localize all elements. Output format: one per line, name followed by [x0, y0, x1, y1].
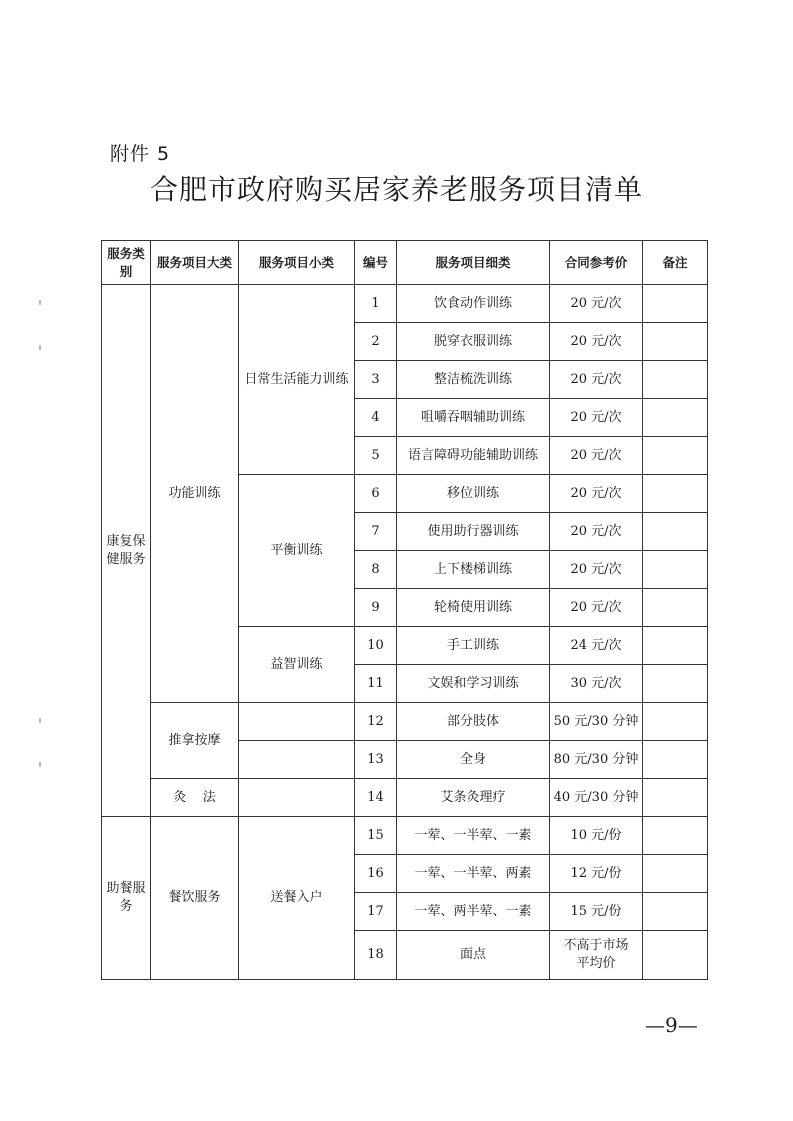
minor-cell-delivery: 送餐入户 — [239, 817, 355, 980]
price-cell: 20 元/次 — [550, 361, 643, 399]
number-cell: 10 — [355, 627, 397, 665]
category-cell-meal: 助餐服务 — [102, 817, 151, 980]
table-row — [102, 779, 708, 817]
price-cell: 20 元/次 — [550, 437, 643, 475]
price-cell: 40 元/30 分钟 — [550, 779, 643, 817]
number-cell: 17 — [355, 893, 397, 931]
minor-cell-balance: 平衡训练 — [239, 475, 355, 627]
detail-cell: 移位训练 — [397, 475, 550, 513]
header-major: 服务项目大类 — [151, 241, 239, 285]
price-cell: 15 元/份 — [550, 893, 643, 931]
document-title: 合肥市政府购买居家养老服务项目清单 — [149, 173, 643, 206]
number-cell: 5 — [355, 437, 397, 475]
number-cell: 16 — [355, 855, 397, 893]
detail-cell: 咀嚼吞咽辅助训练 — [397, 399, 550, 437]
remark-cell — [643, 817, 708, 855]
minor-cell-empty — [239, 703, 355, 741]
remark-cell — [643, 513, 708, 551]
price-cell: 20 元/次 — [550, 589, 643, 627]
header-number: 编号 — [355, 241, 397, 285]
detail-cell: 面点 — [397, 931, 550, 980]
detail-cell: 饮食动作训练 — [397, 285, 550, 323]
major-cell-function-training: 功能训练 — [151, 285, 239, 703]
detail-cell: 一荤、一半荤、两素 — [397, 855, 550, 893]
remark-cell — [643, 437, 708, 475]
table-row — [102, 817, 708, 855]
price-cell: 10 元/份 — [550, 817, 643, 855]
price-cell: 20 元/次 — [550, 285, 643, 323]
minor-cell-daily-living: 日常生活能力训练 — [239, 285, 355, 475]
major-cell-catering: 餐饮服务 — [151, 817, 239, 980]
remark-cell — [643, 627, 708, 665]
remark-cell — [643, 741, 708, 779]
number-cell: 8 — [355, 551, 397, 589]
header-remark: 备注 — [643, 241, 708, 285]
minor-cell-empty — [239, 779, 355, 817]
detail-cell: 艾条灸理疗 — [397, 779, 550, 817]
service-items-table — [101, 240, 708, 980]
number-cell: 9 — [355, 589, 397, 627]
header-minor: 服务项目小类 — [239, 241, 355, 285]
detail-cell: 脱穿衣服训练 — [397, 323, 550, 361]
detail-cell: 使用助行器训练 — [397, 513, 550, 551]
remark-cell — [643, 855, 708, 893]
number-cell: 15 — [355, 817, 397, 855]
remark-cell — [643, 323, 708, 361]
table-row — [102, 285, 708, 323]
number-cell: 1 — [355, 285, 397, 323]
detail-cell: 手工训练 — [397, 627, 550, 665]
price-cell: 12 元/份 — [550, 855, 643, 893]
remark-cell — [643, 361, 708, 399]
minor-cell-intellect: 益智训练 — [239, 627, 355, 703]
header-price: 合同参考价 — [550, 241, 643, 285]
number-cell: 3 — [355, 361, 397, 399]
scan-mark — [39, 300, 41, 305]
remark-cell — [643, 399, 708, 437]
number-cell: 18 — [355, 931, 397, 980]
header-category: 服务类别 — [102, 241, 151, 285]
table-row — [102, 703, 708, 741]
remark-cell — [643, 703, 708, 741]
remark-cell — [643, 551, 708, 589]
price-cell: 20 元/次 — [550, 323, 643, 361]
price-cell: 20 元/次 — [550, 551, 643, 589]
scan-mark — [39, 345, 41, 350]
price-cell: 不高于市场平均价 — [550, 931, 643, 980]
header-detail: 服务项目细类 — [397, 241, 550, 285]
remark-cell — [643, 285, 708, 323]
number-cell: 13 — [355, 741, 397, 779]
price-cell: 30 元/次 — [550, 665, 643, 703]
detail-cell: 一荤、两半荤、一素 — [397, 893, 550, 931]
number-cell: 14 — [355, 779, 397, 817]
number-cell: 12 — [355, 703, 397, 741]
number-cell: 6 — [355, 475, 397, 513]
detail-cell: 语言障碍功能辅助训练 — [397, 437, 550, 475]
remark-cell — [643, 665, 708, 703]
remark-cell — [643, 475, 708, 513]
major-cell-moxibustion: 灸 法 — [151, 779, 239, 817]
price-cell: 24 元/次 — [550, 627, 643, 665]
price-cell: 20 元/次 — [550, 475, 643, 513]
price-cell: 80 元/30 分钟 — [550, 741, 643, 779]
page-number: —9— — [645, 1013, 698, 1037]
price-cell: 20 元/次 — [550, 399, 643, 437]
attachment-label: 附件 5 — [110, 143, 171, 165]
price-cell: 20 元/次 — [550, 513, 643, 551]
remark-cell — [643, 589, 708, 627]
number-cell: 4 — [355, 399, 397, 437]
remark-cell — [643, 931, 708, 980]
detail-cell: 部分肢体 — [397, 703, 550, 741]
detail-cell: 轮椅使用训练 — [397, 589, 550, 627]
detail-cell: 上下楼梯训练 — [397, 551, 550, 589]
detail-cell: 一荤、一半荤、一素 — [397, 817, 550, 855]
major-cell-massage: 推拿按摩 — [151, 703, 239, 779]
remark-cell — [643, 779, 708, 817]
number-cell: 11 — [355, 665, 397, 703]
minor-cell-empty — [239, 741, 355, 779]
remark-cell — [643, 893, 708, 931]
scan-mark — [39, 718, 41, 723]
category-cell-rehab: 康复保健服务 — [102, 285, 151, 817]
price-cell: 50 元/30 分钟 — [550, 703, 643, 741]
number-cell: 2 — [355, 323, 397, 361]
scan-mark — [39, 762, 41, 767]
detail-cell: 全身 — [397, 741, 550, 779]
detail-cell: 整洁梳洗训练 — [397, 361, 550, 399]
number-cell: 7 — [355, 513, 397, 551]
table-header-row — [102, 241, 708, 285]
detail-cell: 文娱和学习训练 — [397, 665, 550, 703]
